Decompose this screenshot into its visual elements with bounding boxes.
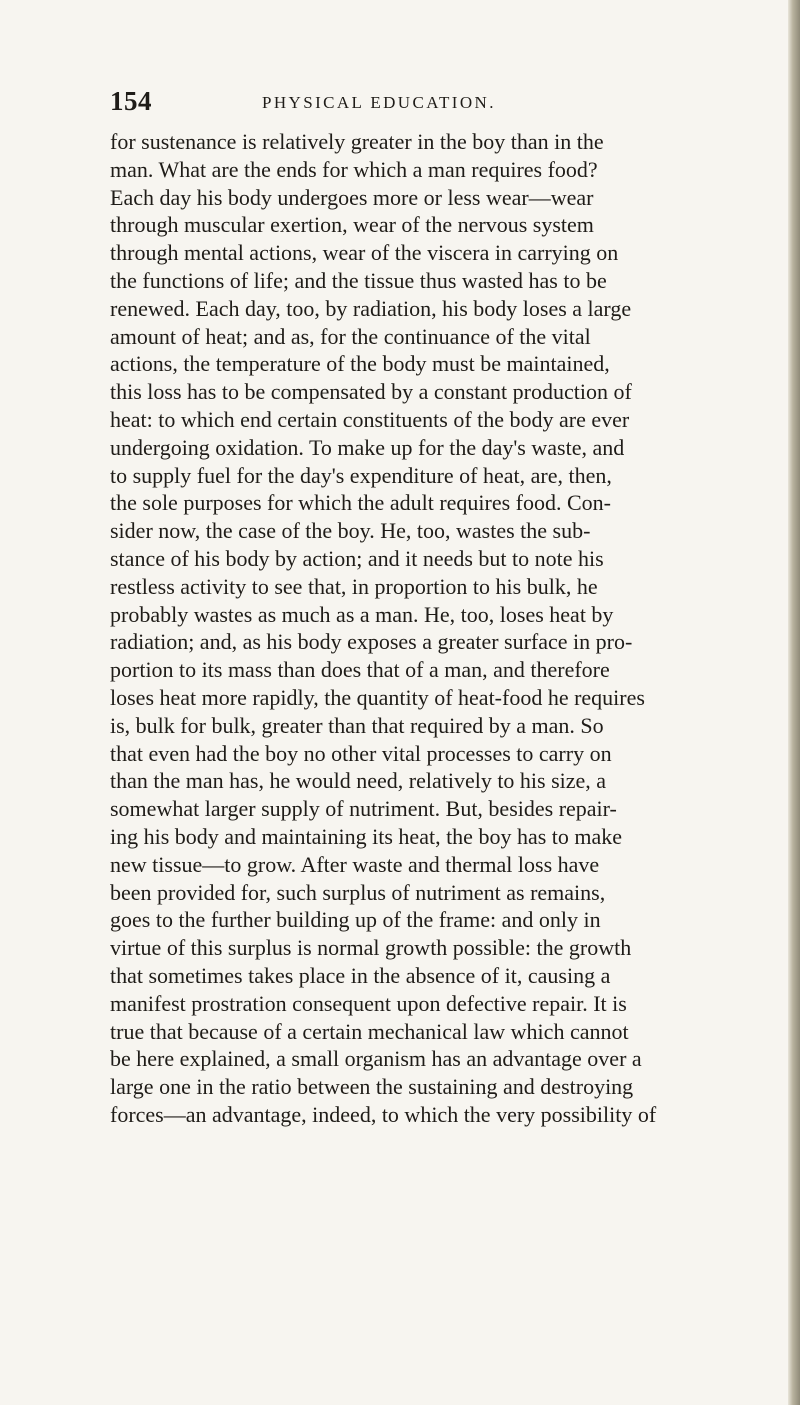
- running-head: PHYSICAL EDUCATION.: [262, 93, 496, 112]
- text-line: radiation; and, as his body exposes a greater surface in pro-: [110, 629, 633, 655]
- text-line: been provided for, such surplus of nutriment as remains,: [110, 879, 606, 905]
- text-line: through mental actions, wear of the viscera in carrying on: [110, 240, 619, 266]
- text-line: is, bulk for bulk, greater than that required by a man. So: [110, 712, 604, 738]
- text-line: ing his body and maintaining its heat, the boy has to make: [110, 823, 623, 849]
- text-line: the sole purposes for which the adult requires food. Con-: [110, 490, 611, 516]
- text-line: forces—an advantage, indeed, to which the very possibility of: [110, 1101, 657, 1127]
- text-line: Each day his body undergoes more or less wear—wear: [110, 184, 594, 210]
- text-line: heat: to which end certain constituents of the body are ever: [110, 406, 630, 432]
- text-line: virtue of this surplus is normal growth possible: the growth: [110, 935, 632, 961]
- text-line: sider now, the case of the boy. He, too, wastes the sub-: [110, 518, 591, 544]
- page-number: 154: [110, 86, 152, 116]
- text-line: be here explained, a small organism has an advantage over a: [110, 1046, 642, 1072]
- text-line: renewed. Each day, too, by radiation, his body loses a large: [110, 295, 632, 321]
- text-line: goes to the further building up of the frame: and only in: [110, 907, 601, 933]
- text-line: this loss has to be compensated by a constant production of: [110, 379, 632, 405]
- text-line: portion to its mass than does that of a man, and therefore: [110, 657, 610, 683]
- text-line: the functions of life; and the tissue thus wasted has to be: [110, 267, 607, 293]
- text-line: to supply fuel for the day's expenditure of heat, are, then,: [110, 462, 612, 488]
- text-line: that sometimes takes place in the absence of it, causing a: [110, 962, 611, 988]
- text-line: amount of heat; and as, for the continuance of the vital: [110, 323, 591, 349]
- body-text: [110, 128, 790, 1129]
- text-line: for sustenance is relatively greater in the boy than in the: [110, 129, 604, 154]
- text-line: restless activity to see that, in proportion to his bulk, he: [110, 573, 598, 599]
- text-line: true that because of a certain mechanical law which cannot: [110, 1018, 629, 1044]
- text-line: undergoing oxidation. To make up for the day's waste, and: [110, 434, 625, 460]
- text-line: somewhat larger supply of nutriment. But, besides repair-: [110, 796, 617, 822]
- text-line: new tissue—to grow. After waste and thermal loss have: [110, 851, 600, 877]
- text-line: that even had the boy no other vital processes to carry on: [110, 740, 612, 766]
- text-line: than the man has, he would need, relatively to his size, a: [110, 768, 607, 794]
- text-line: man. What are the ends for which a man requires food?: [110, 156, 598, 182]
- text-line: probably wastes as much as a man. He, too, loses heat by: [110, 601, 614, 627]
- text-line: large one in the ratio between the sustaining and destroying: [110, 1074, 634, 1100]
- text-line: through muscular exertion, wear of the nervous system: [110, 212, 594, 238]
- text-line: loses heat more rapidly, the quantity of heat-food he requires: [110, 684, 645, 710]
- text-line: actions, the temperature of the body must be maintained,: [110, 351, 610, 377]
- text-line: stance of his body by action; and it needs but to note his: [110, 545, 604, 571]
- text-line: manifest prostration consequent upon defective repair. It is: [110, 990, 627, 1016]
